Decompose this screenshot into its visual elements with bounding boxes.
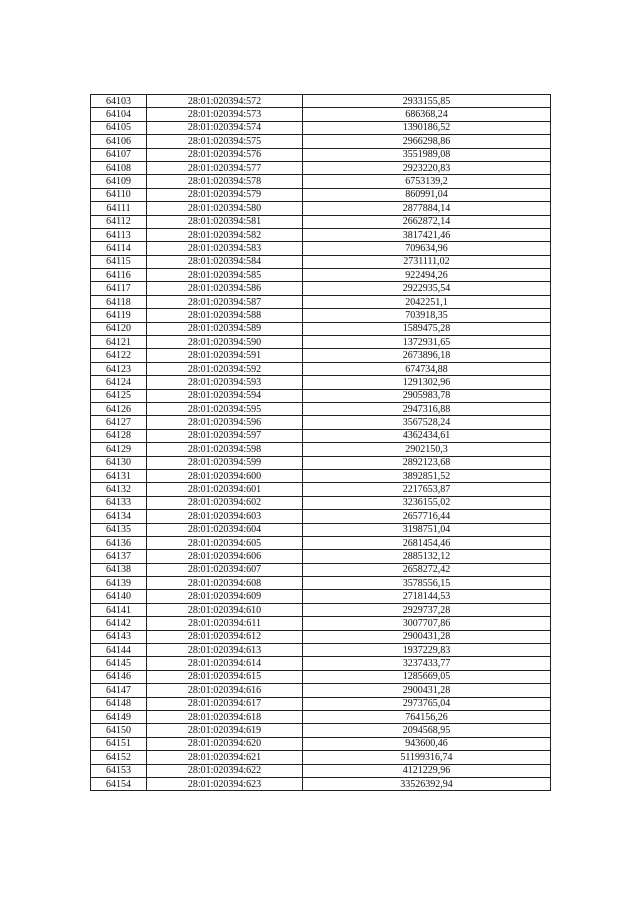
row-number-cell: 64149 bbox=[91, 710, 147, 723]
value-cell: 3551989,08 bbox=[303, 148, 551, 161]
value-cell: 860991,04 bbox=[303, 188, 551, 201]
table-row bbox=[91, 670, 551, 683]
cadastral-number-cell: 28:01:020394:616 bbox=[147, 684, 303, 697]
cadastral-number-cell: 28:01:020394:623 bbox=[147, 777, 303, 790]
value-cell: 703918,35 bbox=[303, 309, 551, 322]
value-cell: 3236155,02 bbox=[303, 496, 551, 509]
table-row bbox=[91, 456, 551, 469]
value-cell: 2900431,28 bbox=[303, 630, 551, 643]
row-number-cell: 64119 bbox=[91, 309, 147, 322]
table-row bbox=[91, 617, 551, 630]
cadastral-number-cell: 28:01:020394:599 bbox=[147, 456, 303, 469]
table-row bbox=[91, 523, 551, 536]
row-number-cell: 64114 bbox=[91, 242, 147, 255]
table-row bbox=[91, 228, 551, 241]
value-cell: 2662872,14 bbox=[303, 215, 551, 228]
cadastral-number-cell: 28:01:020394:583 bbox=[147, 242, 303, 255]
table-row bbox=[91, 389, 551, 402]
row-number-cell: 64117 bbox=[91, 282, 147, 295]
value-cell: 2892123,68 bbox=[303, 456, 551, 469]
value-cell: 3578556,15 bbox=[303, 577, 551, 590]
cadastral-number-cell: 28:01:020394:587 bbox=[147, 295, 303, 308]
row-number-cell: 64136 bbox=[91, 536, 147, 549]
row-number-cell: 64103 bbox=[91, 95, 147, 108]
table-row bbox=[91, 402, 551, 415]
table-row bbox=[91, 416, 551, 429]
row-number-cell: 64134 bbox=[91, 510, 147, 523]
cadastral-number-cell: 28:01:020394:619 bbox=[147, 724, 303, 737]
table-row bbox=[91, 777, 551, 790]
cadastral-number-cell: 28:01:020394:607 bbox=[147, 563, 303, 576]
table-row bbox=[91, 483, 551, 496]
row-number-cell: 64127 bbox=[91, 416, 147, 429]
table-body bbox=[91, 95, 551, 791]
value-cell: 3567528,24 bbox=[303, 416, 551, 429]
table-row bbox=[91, 630, 551, 643]
cadastral-number-cell: 28:01:020394:580 bbox=[147, 202, 303, 215]
cadastral-number-cell: 28:01:020394:576 bbox=[147, 148, 303, 161]
row-number-cell: 64143 bbox=[91, 630, 147, 643]
value-cell: 2966298,86 bbox=[303, 135, 551, 148]
table-row bbox=[91, 657, 551, 670]
value-cell: 943600,46 bbox=[303, 737, 551, 750]
cadastral-number-cell: 28:01:020394:582 bbox=[147, 228, 303, 241]
row-number-cell: 64129 bbox=[91, 443, 147, 456]
value-cell: 33526392,94 bbox=[303, 777, 551, 790]
cadastral-number-cell: 28:01:020394:621 bbox=[147, 751, 303, 764]
row-number-cell: 64131 bbox=[91, 469, 147, 482]
value-cell: 1372931,65 bbox=[303, 336, 551, 349]
cadastral-number-cell: 28:01:020394:597 bbox=[147, 429, 303, 442]
row-number-cell: 64104 bbox=[91, 108, 147, 121]
table-row bbox=[91, 590, 551, 603]
row-number-cell: 64145 bbox=[91, 657, 147, 670]
cadastral-number-cell: 28:01:020394:617 bbox=[147, 697, 303, 710]
value-cell: 2933155,85 bbox=[303, 95, 551, 108]
cadastral-number-cell: 28:01:020394:588 bbox=[147, 309, 303, 322]
value-cell: 2885132,12 bbox=[303, 550, 551, 563]
cadastral-number-cell: 28:01:020394:572 bbox=[147, 95, 303, 108]
row-number-cell: 64133 bbox=[91, 496, 147, 509]
cadastral-number-cell: 28:01:020394:604 bbox=[147, 523, 303, 536]
table-row bbox=[91, 536, 551, 549]
cadastral-number-cell: 28:01:020394:613 bbox=[147, 644, 303, 657]
row-number-cell: 64115 bbox=[91, 255, 147, 268]
cadastral-number-cell: 28:01:020394:585 bbox=[147, 269, 303, 282]
table-row bbox=[91, 496, 551, 509]
cadastral-number-cell: 28:01:020394:606 bbox=[147, 550, 303, 563]
cadastral-number-cell: 28:01:020394:577 bbox=[147, 161, 303, 174]
value-cell: 2217653,87 bbox=[303, 483, 551, 496]
table-row bbox=[91, 603, 551, 616]
table-row bbox=[91, 295, 551, 308]
table-row bbox=[91, 215, 551, 228]
cadastral-number-cell: 28:01:020394:574 bbox=[147, 121, 303, 134]
cadastral-number-cell: 28:01:020394:612 bbox=[147, 630, 303, 643]
row-number-cell: 64141 bbox=[91, 603, 147, 616]
value-cell: 2902150,3 bbox=[303, 443, 551, 456]
value-cell: 764156,26 bbox=[303, 710, 551, 723]
value-cell: 2673896,18 bbox=[303, 349, 551, 362]
value-cell: 3817421,46 bbox=[303, 228, 551, 241]
value-cell: 4121229,96 bbox=[303, 764, 551, 777]
table-row bbox=[91, 121, 551, 134]
cadastral-number-cell: 28:01:020394:610 bbox=[147, 603, 303, 616]
cadastral-number-cell: 28:01:020394:579 bbox=[147, 188, 303, 201]
table-row bbox=[91, 135, 551, 148]
cadastral-number-cell: 28:01:020394:592 bbox=[147, 362, 303, 375]
table-row bbox=[91, 510, 551, 523]
table-row bbox=[91, 282, 551, 295]
row-number-cell: 64139 bbox=[91, 577, 147, 590]
table-row bbox=[91, 724, 551, 737]
table-row bbox=[91, 349, 551, 362]
cadastral-number-cell: 28:01:020394:591 bbox=[147, 349, 303, 362]
value-cell: 2681454,46 bbox=[303, 536, 551, 549]
table-row bbox=[91, 737, 551, 750]
value-cell: 2877884,14 bbox=[303, 202, 551, 215]
cadastral-number-cell: 28:01:020394:611 bbox=[147, 617, 303, 630]
cadastral-number-cell: 28:01:020394:586 bbox=[147, 282, 303, 295]
table-row bbox=[91, 550, 551, 563]
row-number-cell: 64112 bbox=[91, 215, 147, 228]
row-number-cell: 64108 bbox=[91, 161, 147, 174]
row-number-cell: 64140 bbox=[91, 590, 147, 603]
value-cell: 2042251,1 bbox=[303, 295, 551, 308]
table-row bbox=[91, 443, 551, 456]
row-number-cell: 64147 bbox=[91, 684, 147, 697]
row-number-cell: 64148 bbox=[91, 697, 147, 710]
value-cell: 2973765,04 bbox=[303, 697, 551, 710]
cadastral-number-cell: 28:01:020394:601 bbox=[147, 483, 303, 496]
cadastral-number-cell: 28:01:020394:575 bbox=[147, 135, 303, 148]
value-cell: 3198751,04 bbox=[303, 523, 551, 536]
value-cell: 2094568,95 bbox=[303, 724, 551, 737]
table-row bbox=[91, 108, 551, 121]
table-row bbox=[91, 322, 551, 335]
table-row bbox=[91, 255, 551, 268]
row-number-cell: 64128 bbox=[91, 429, 147, 442]
cadastral-number-cell: 28:01:020394:614 bbox=[147, 657, 303, 670]
value-cell: 1589475,28 bbox=[303, 322, 551, 335]
table-row bbox=[91, 644, 551, 657]
table-row bbox=[91, 95, 551, 108]
value-cell: 2922935,54 bbox=[303, 282, 551, 295]
cadastral-number-cell: 28:01:020394:578 bbox=[147, 175, 303, 188]
cadastral-number-cell: 28:01:020394:615 bbox=[147, 670, 303, 683]
value-cell: 1291302,96 bbox=[303, 376, 551, 389]
table-row bbox=[91, 202, 551, 215]
row-number-cell: 64152 bbox=[91, 751, 147, 764]
table-row bbox=[91, 751, 551, 764]
value-cell: 3237433,77 bbox=[303, 657, 551, 670]
value-cell: 709634,96 bbox=[303, 242, 551, 255]
table-row bbox=[91, 309, 551, 322]
table-row bbox=[91, 764, 551, 777]
row-number-cell: 64125 bbox=[91, 389, 147, 402]
value-cell: 2923220,83 bbox=[303, 161, 551, 174]
value-cell: 1937229,83 bbox=[303, 644, 551, 657]
row-number-cell: 64111 bbox=[91, 202, 147, 215]
row-number-cell: 64123 bbox=[91, 362, 147, 375]
cadastral-number-cell: 28:01:020394:622 bbox=[147, 764, 303, 777]
row-number-cell: 64124 bbox=[91, 376, 147, 389]
table-row bbox=[91, 376, 551, 389]
value-cell: 2731111,02 bbox=[303, 255, 551, 268]
cadastral-number-cell: 28:01:020394:609 bbox=[147, 590, 303, 603]
row-number-cell: 64154 bbox=[91, 777, 147, 790]
row-number-cell: 64151 bbox=[91, 737, 147, 750]
cadastral-number-cell: 28:01:020394:573 bbox=[147, 108, 303, 121]
table-row bbox=[91, 269, 551, 282]
cadastral-value-table bbox=[90, 94, 551, 791]
table-row bbox=[91, 684, 551, 697]
row-number-cell: 64146 bbox=[91, 670, 147, 683]
table-row bbox=[91, 577, 551, 590]
row-number-cell: 64106 bbox=[91, 135, 147, 148]
value-cell: 922494,26 bbox=[303, 269, 551, 282]
value-cell: 2900431,28 bbox=[303, 684, 551, 697]
value-cell: 686368,24 bbox=[303, 108, 551, 121]
row-number-cell: 64120 bbox=[91, 322, 147, 335]
value-cell: 1285669,05 bbox=[303, 670, 551, 683]
table-row bbox=[91, 188, 551, 201]
table-row bbox=[91, 697, 551, 710]
value-cell: 1390186,52 bbox=[303, 121, 551, 134]
row-number-cell: 64109 bbox=[91, 175, 147, 188]
table-row bbox=[91, 563, 551, 576]
cadastral-number-cell: 28:01:020394:594 bbox=[147, 389, 303, 402]
value-cell: 2658272,42 bbox=[303, 563, 551, 576]
cadastral-number-cell: 28:01:020394:596 bbox=[147, 416, 303, 429]
row-number-cell: 64121 bbox=[91, 336, 147, 349]
table-row bbox=[91, 336, 551, 349]
value-cell: 6753139,2 bbox=[303, 175, 551, 188]
row-number-cell: 64107 bbox=[91, 148, 147, 161]
cadastral-number-cell: 28:01:020394:581 bbox=[147, 215, 303, 228]
row-number-cell: 64132 bbox=[91, 483, 147, 496]
row-number-cell: 64137 bbox=[91, 550, 147, 563]
value-cell: 2947316,88 bbox=[303, 402, 551, 415]
cadastral-number-cell: 28:01:020394:618 bbox=[147, 710, 303, 723]
row-number-cell: 64144 bbox=[91, 644, 147, 657]
table-row bbox=[91, 242, 551, 255]
cadastral-number-cell: 28:01:020394:589 bbox=[147, 322, 303, 335]
value-cell: 2718144,53 bbox=[303, 590, 551, 603]
table-row bbox=[91, 362, 551, 375]
table-row bbox=[91, 148, 551, 161]
value-cell: 2929737,28 bbox=[303, 603, 551, 616]
table-row bbox=[91, 161, 551, 174]
value-cell: 2905983,78 bbox=[303, 389, 551, 402]
row-number-cell: 64118 bbox=[91, 295, 147, 308]
row-number-cell: 64150 bbox=[91, 724, 147, 737]
cadastral-number-cell: 28:01:020394:584 bbox=[147, 255, 303, 268]
row-number-cell: 64113 bbox=[91, 228, 147, 241]
table-row bbox=[91, 175, 551, 188]
cadastral-number-cell: 28:01:020394:602 bbox=[147, 496, 303, 509]
cadastral-number-cell: 28:01:020394:608 bbox=[147, 577, 303, 590]
value-cell: 4362434,61 bbox=[303, 429, 551, 442]
cadastral-number-cell: 28:01:020394:620 bbox=[147, 737, 303, 750]
cadastral-number-cell: 28:01:020394:603 bbox=[147, 510, 303, 523]
cadastral-number-cell: 28:01:020394:595 bbox=[147, 402, 303, 415]
value-cell: 2657716,44 bbox=[303, 510, 551, 523]
cadastral-number-cell: 28:01:020394:598 bbox=[147, 443, 303, 456]
row-number-cell: 64110 bbox=[91, 188, 147, 201]
table-row bbox=[91, 469, 551, 482]
value-cell: 3892851,52 bbox=[303, 469, 551, 482]
row-number-cell: 64105 bbox=[91, 121, 147, 134]
row-number-cell: 64153 bbox=[91, 764, 147, 777]
value-cell: 674734,88 bbox=[303, 362, 551, 375]
cadastral-number-cell: 28:01:020394:605 bbox=[147, 536, 303, 549]
value-cell: 51199316,74 bbox=[303, 751, 551, 764]
row-number-cell: 64116 bbox=[91, 269, 147, 282]
row-number-cell: 64122 bbox=[91, 349, 147, 362]
cadastral-number-cell: 28:01:020394:590 bbox=[147, 336, 303, 349]
cadastral-number-cell: 28:01:020394:600 bbox=[147, 469, 303, 482]
row-number-cell: 64135 bbox=[91, 523, 147, 536]
row-number-cell: 64130 bbox=[91, 456, 147, 469]
row-number-cell: 64138 bbox=[91, 563, 147, 576]
table-row bbox=[91, 429, 551, 442]
row-number-cell: 64126 bbox=[91, 402, 147, 415]
value-cell: 3007707,86 bbox=[303, 617, 551, 630]
table-row bbox=[91, 710, 551, 723]
row-number-cell: 64142 bbox=[91, 617, 147, 630]
cadastral-number-cell: 28:01:020394:593 bbox=[147, 376, 303, 389]
